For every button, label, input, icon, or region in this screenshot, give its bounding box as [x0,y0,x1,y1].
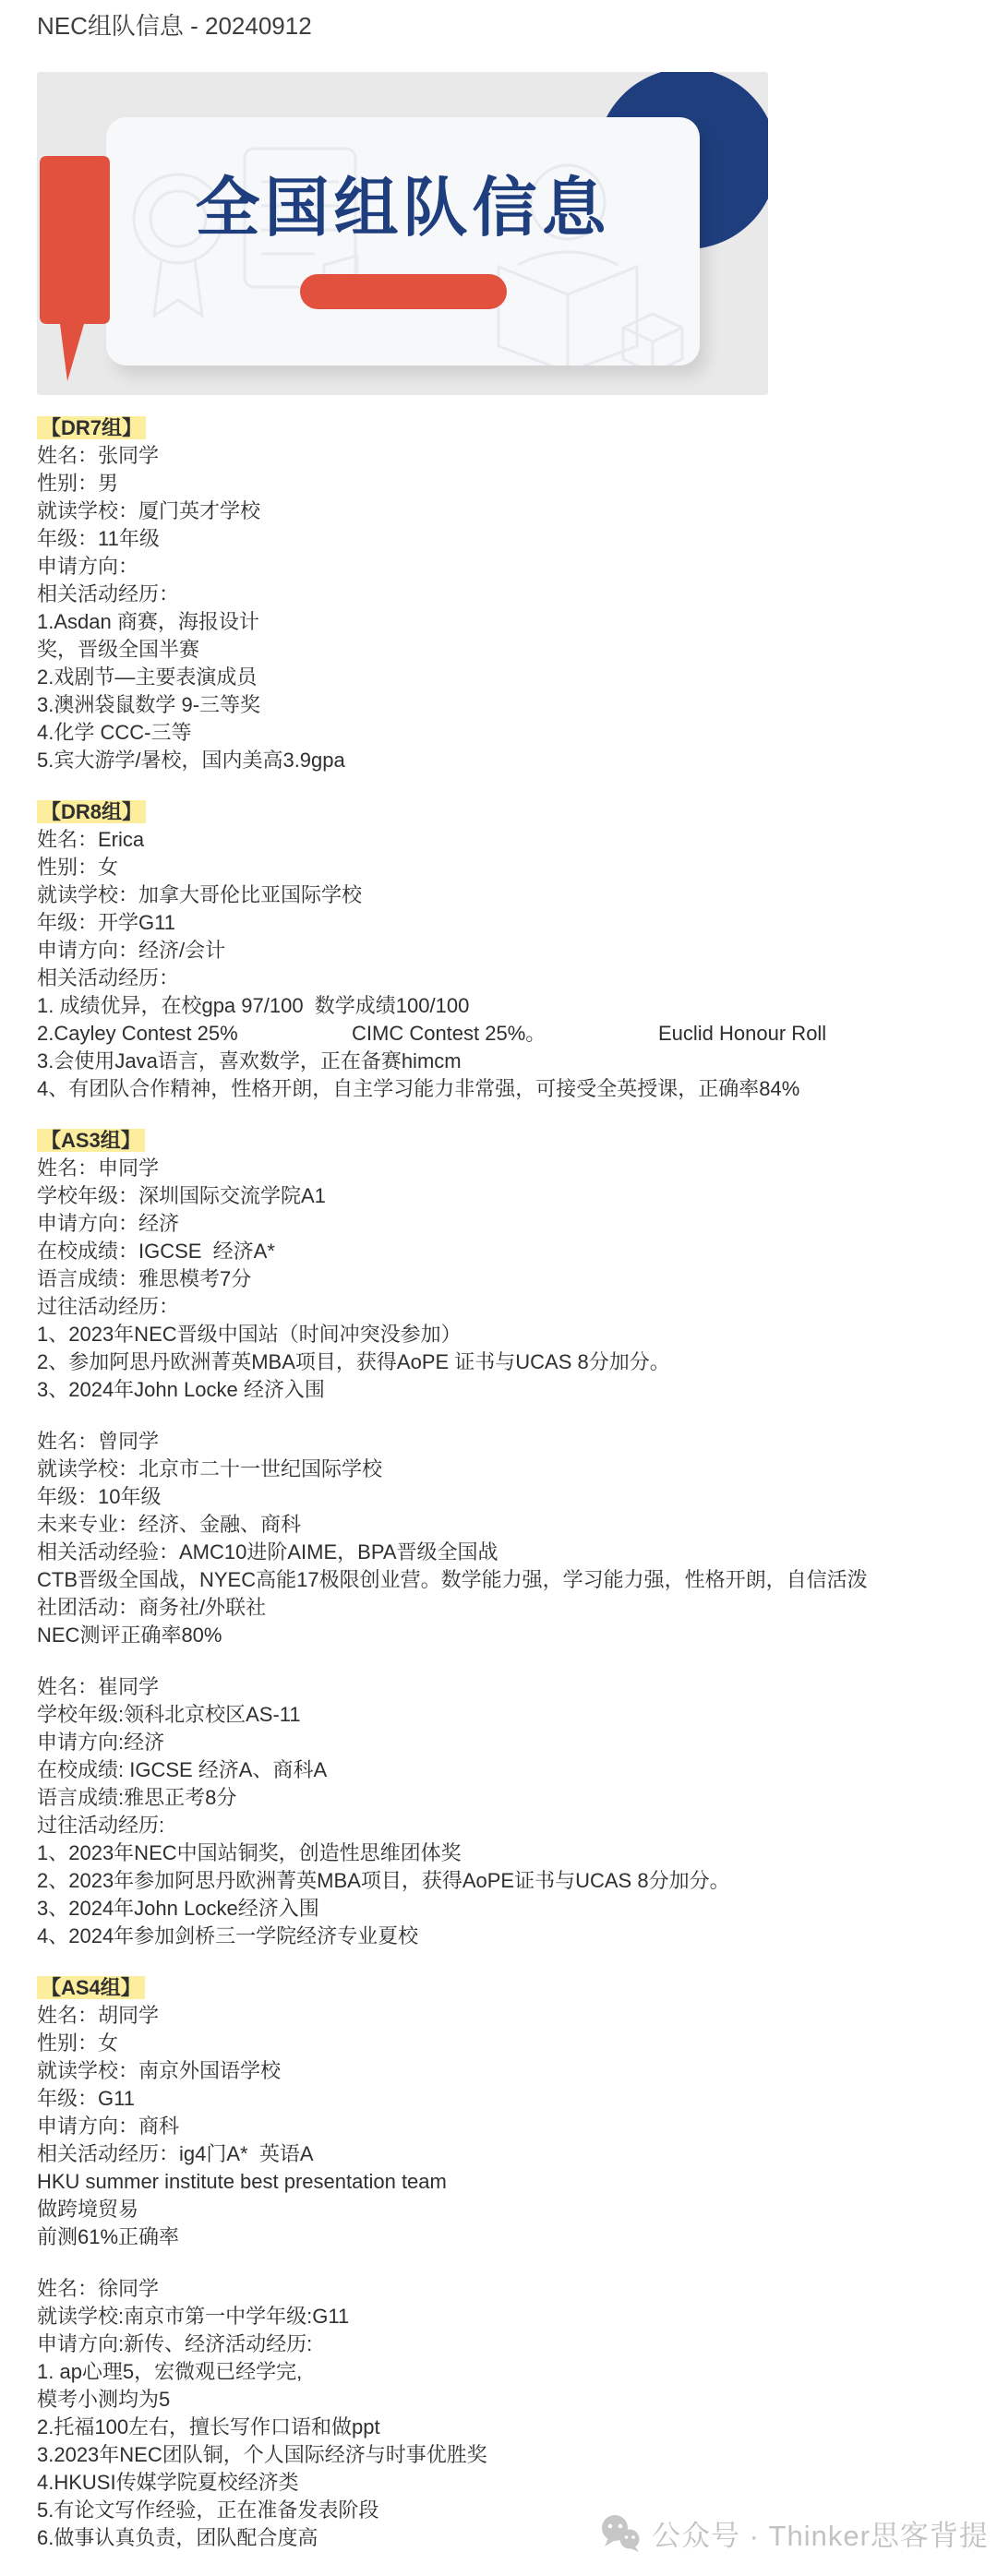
text-line: 学校年级:领科北京校区AS-11 [37,1703,301,1726]
text-line: 年级：开学G11 [37,911,175,934]
page-title: NEC组队信息 - 20240912 [37,12,312,40]
member-section [37,1974,960,2251]
text-line: 相关活动经历：ig4门A* 英语A [37,2142,314,2165]
text-line: 做跨境贸易 [37,2198,139,2221]
member-section [37,798,960,1103]
member-section [37,414,960,774]
text-line: 2.戏剧节—主要表演成员 [37,665,258,689]
text-line: 就读学校：南京外国语学校 [37,2059,282,2082]
text-line: 语言成绩:雅思正考8分 [37,1786,237,1809]
text-line: 就读学校：加拿大哥伦比亚国际学校 [37,883,363,906]
text-line: 姓名：申同学 [37,1156,160,1180]
text-line: 过往活动经历： [37,1295,180,1318]
text-line: 姓名：崔同学 [37,1675,160,1698]
text-line: 年级：G11 [37,2087,135,2110]
text-line: 性别：女 [37,856,119,879]
text-line: 未来专业：经济、金融、商科 [37,1513,302,1536]
text-line: 性别：男 [37,472,119,495]
text-line: 3.会使用Java语言，喜欢数学，正在备赛himcm [37,1049,462,1072]
text-line: 6.做事认真负责，团队配合度高 [37,2526,318,2549]
text-line: 5.有论文写作经验，正在准备发表阶段 [37,2498,379,2522]
text-line: 申请方向：经济 [37,1212,180,1235]
text-segment: CIMC Contest 25%。 [352,1022,547,1045]
text-line: 过往活动经历: [37,1814,165,1837]
text-segment: Euclid Honour Roll [658,1022,827,1045]
watermark [598,2512,989,2554]
text-line: 相关活动经验：AMC10进阶AIME，BPA晋级全国战 [37,1540,498,1564]
member-section [37,1673,960,1950]
group-header-line [37,1974,960,2002]
text-line: 姓名：Erica [37,828,145,851]
text-line: 1. 成绩优异，在校gpa 97/100 数学成绩100/100 [37,994,470,1017]
text-line: 社团活动：商务社/外联社 [37,1596,267,1619]
text-line: NEC测评正确率80% [37,1623,222,1647]
text-line: 3.2023年NEC团队铜，个人国际经济与时事优胜奖 [37,2443,487,2466]
member-section [37,1127,960,1404]
text-line [37,1020,960,1048]
wechat-icon [598,2514,643,2553]
text-line: 性别：女 [37,2031,119,2055]
text-line: 3.澳洲袋鼠数学 9-三等奖 [37,693,261,716]
group-header: 【AS3组】 [37,1129,145,1152]
text-line: 2.托福100左右，擅长写作口语和做ppt [37,2415,380,2438]
text-line: 1、2023年NEC中国站铜奖，创造性思维团体奖 [37,1841,462,1864]
text-line: 就读学校：北京市二十一世纪国际学校 [37,1457,383,1480]
banner-title: 全国组队信息 [195,172,611,244]
text-line: 申请方向：经济/会计 [37,939,226,962]
text-line: 模考小测均为5 [37,2388,171,2411]
text-line: 语言成绩：雅思模考7分 [37,1267,252,1290]
text-line: 姓名：张同学 [37,444,160,467]
box-icon [623,314,682,365]
text-line: 就读学校：厦门英才学校 [37,499,261,522]
text-line: 在校成绩: IGCSE 经济A、商科A [37,1758,328,1781]
text-line: 5.宾大游学/暑校，国内美高3.9gpa [37,749,345,772]
group-header-line [37,798,960,826]
text-line: 2、参加阿思丹欧洲菁英MBA项目，获得AoPE 证书与UCAS 8分加分。 [37,1350,670,1373]
text-segment: 2.Cayley Contest 25% [37,1022,238,1045]
text-line: 3、2024年John Locke经济入围 [37,1897,319,1920]
text-line: CTB晋级全国战，NYEC高能17极限创业营。数学能力强，学习能力强，性格开朗，自信活泼 [37,1568,868,1591]
text-line: 相关活动经历： [37,966,180,989]
ribbon-quote-icon [37,152,114,385]
text-line: 1.Asdan 商赛，海报设计 [37,610,259,633]
banner-card [106,117,700,365]
text-line: 前测61%正确率 [37,2225,180,2248]
text-line: 3、2024年John Locke 经济入围 [37,1378,325,1401]
text-line: 姓名：曾同学 [37,1430,160,1453]
text-line: 申请方向:经济 [37,1731,165,1754]
text-line: 申请方向：商科 [37,2115,180,2138]
text-line: 4、2024年参加剑桥三一学院经济专业夏校 [37,1924,419,1947]
group-header-line [37,414,960,442]
text-line: 在校成绩：IGCSE 经济A* [37,1240,275,1263]
text-line: 1. ap心理5，宏微观已经学完, [37,2360,303,2383]
group-header: 【AS4组】 [37,1976,145,1999]
text-line: 4.HKUSI传媒学院夏校经济类 [37,2471,299,2494]
text-line: 年级：11年级 [37,527,160,550]
text-line: 奖，晋级全国半赛 [37,638,200,661]
text-line: 4.化学 CCC-三等 [37,721,192,744]
text-line: 姓名：徐同学 [37,2277,160,2300]
text-line: 年级：10年级 [37,1485,162,1508]
text-line: 4、有团队合作精神，性格开朗，自主学习能力非常强，可接受全英授课，正确率84% [37,1077,800,1100]
text-line: 申请方向:新传、经济活动经历: [37,2332,313,2355]
text-line: 学校年级：深圳国际交流学院A1 [37,1184,326,1207]
text-line: 姓名：胡同学 [37,2004,160,2027]
text-line: 2、2023年参加阿思丹欧洲菁英MBA项目，获得AoPE证书与UCAS 8分加分。 [37,1869,730,1892]
banner-image [37,72,768,395]
watermark-text: 公众号 · Thinker思客背提 [652,2520,989,2552]
text-line: 相关活动经历： [37,582,180,605]
text-line: 申请方向： [37,555,139,578]
group-header: 【DR8组】 [37,800,146,823]
group-header: 【DR7组】 [37,416,146,439]
content-sections [37,414,960,2552]
group-header-line [37,1127,960,1155]
text-line: HKU summer institute best presentation team [37,2170,447,2193]
red-underline-bar [300,274,507,309]
text-line: 1、2023年NEC晋级中国站（时间冲突没参加） [37,1323,462,1346]
text-line: 就读学校:南京市第一中学年级:G11 [37,2305,350,2328]
member-section [37,1428,960,1649]
member-section [37,2275,960,2552]
